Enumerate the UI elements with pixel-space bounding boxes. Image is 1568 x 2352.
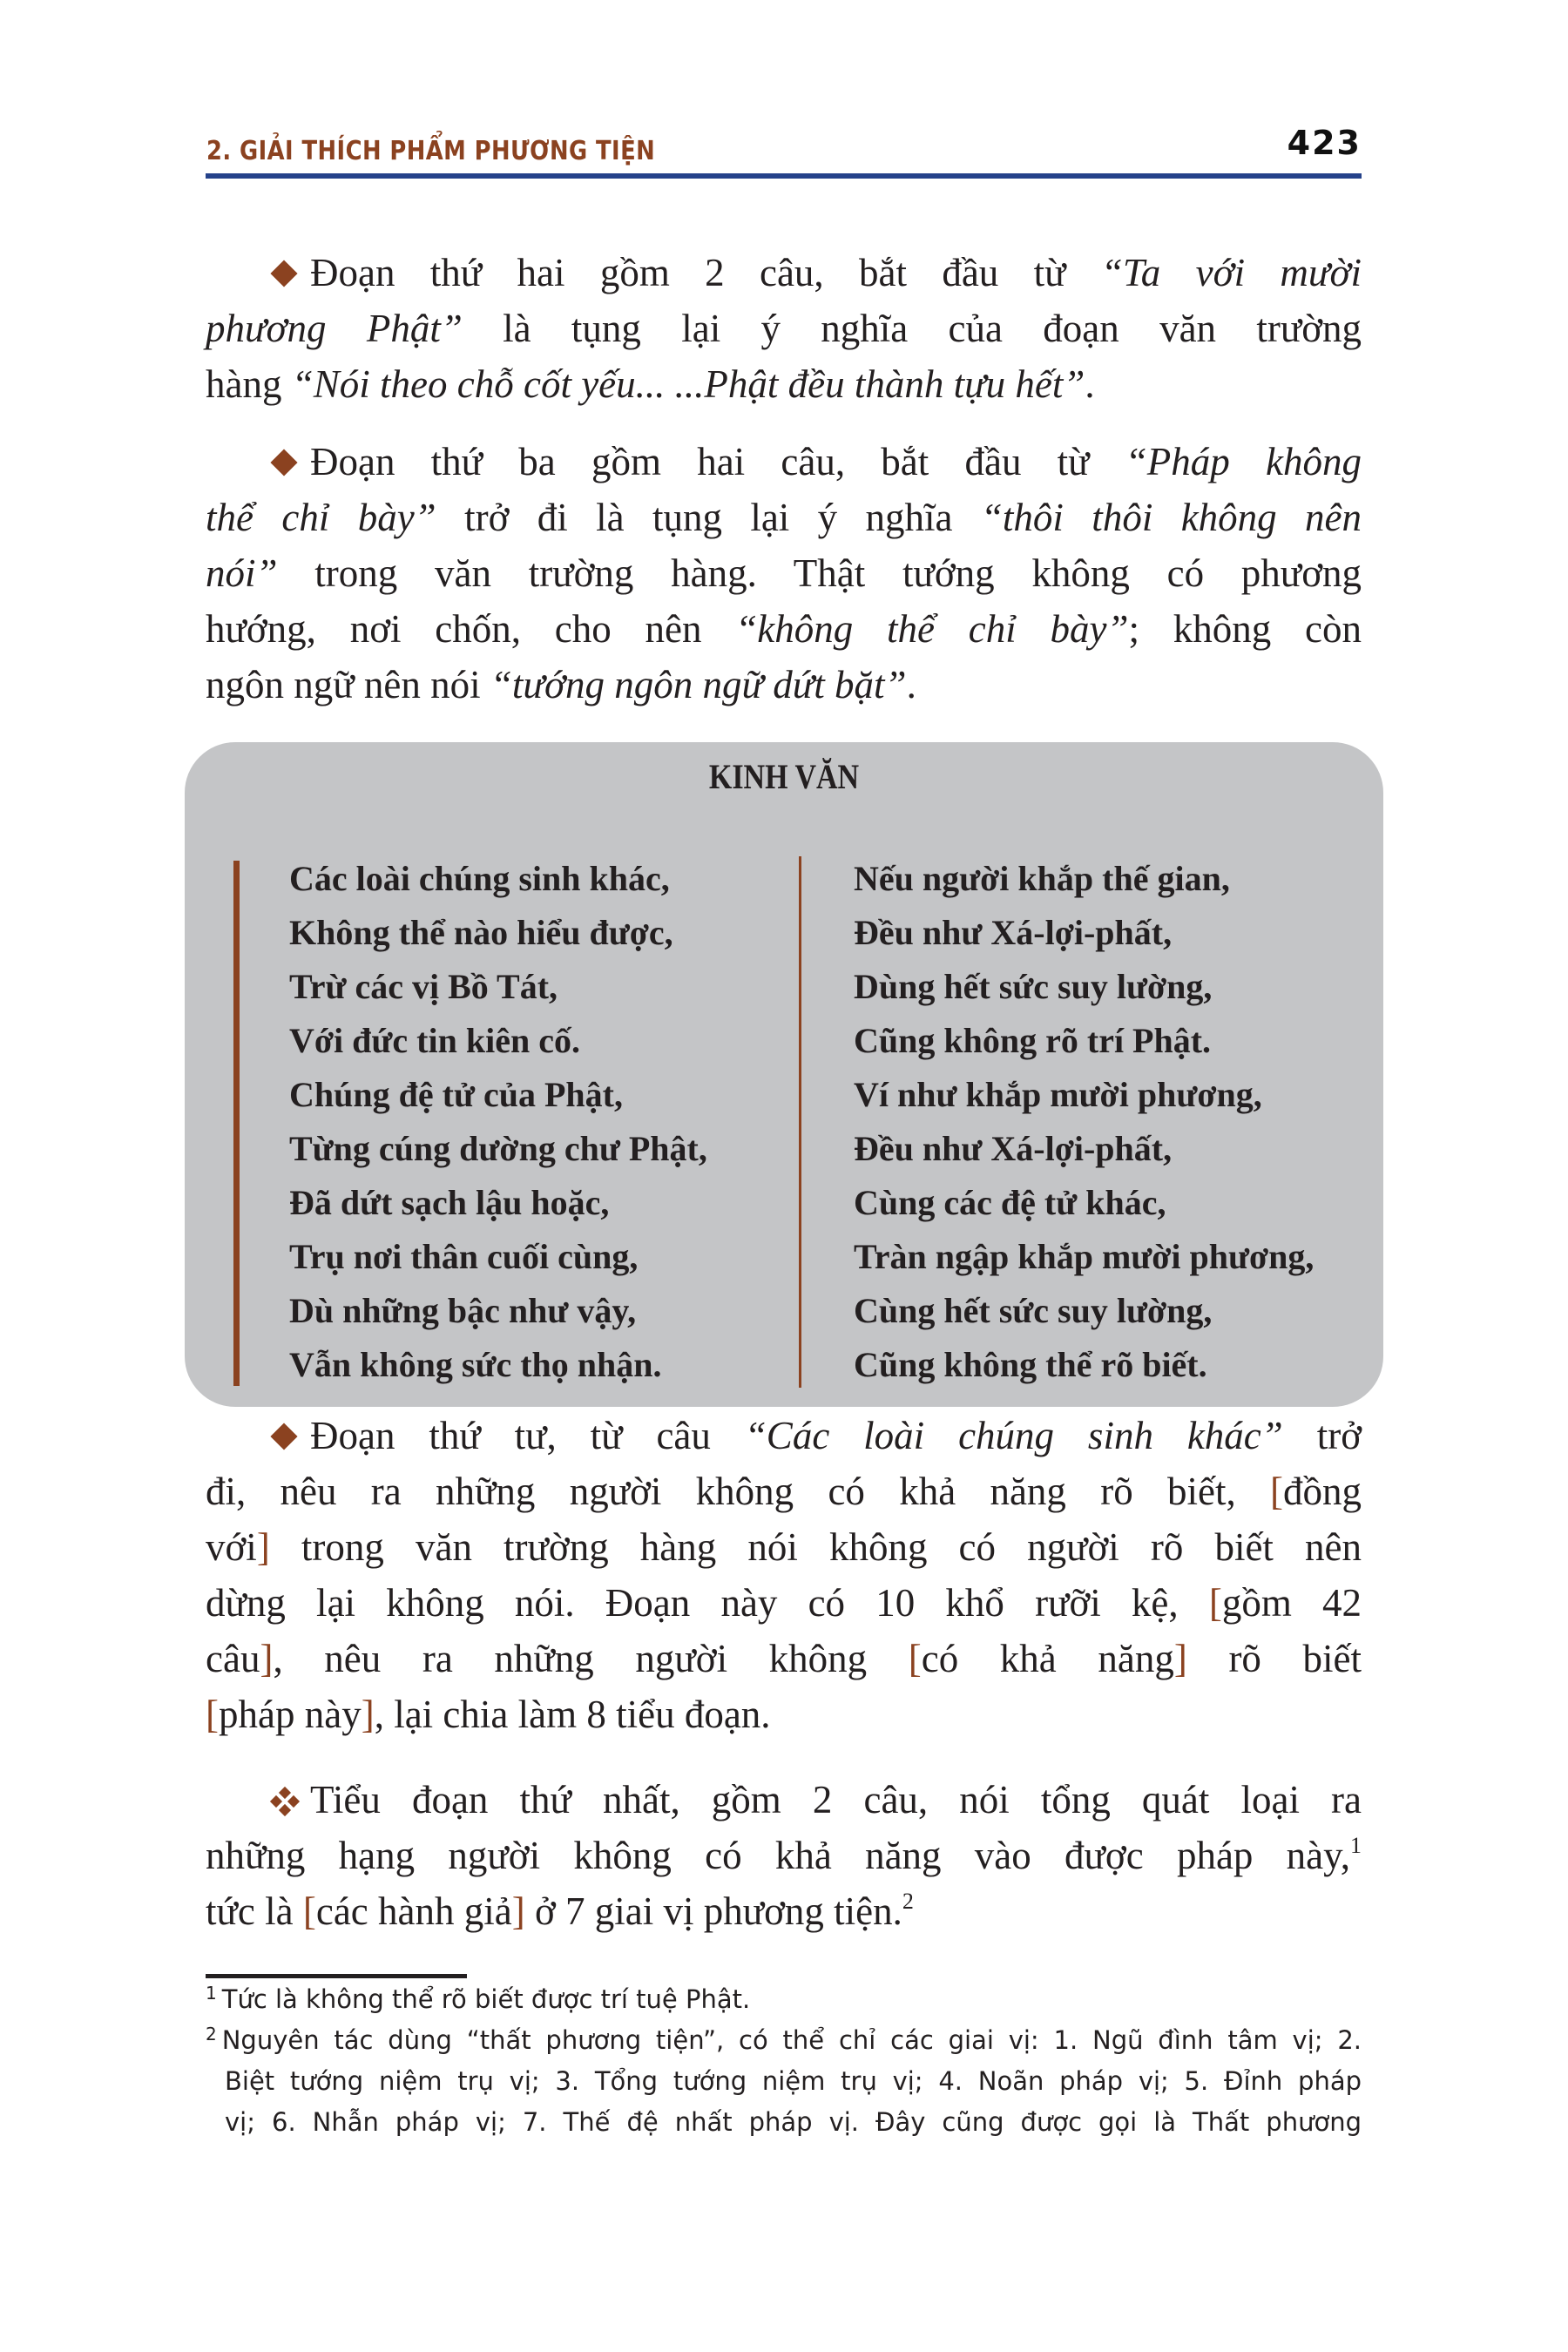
verse-line: Không thể nào hiểu được, xyxy=(289,913,673,952)
text-line xyxy=(206,545,1362,601)
editorial-bracket: ] xyxy=(1173,1637,1187,1680)
diamond-bullet-icon xyxy=(272,261,298,287)
text-run: hàng xyxy=(206,362,292,406)
footnote-text: Nguyên tác dùng “thất phương tiện”, có thể chỉ các giai vị: 1. Ngũ đình tâm vị; 2. xyxy=(221,2025,1362,2055)
text-line xyxy=(206,1408,1362,1463)
text-run: “Ta với mười xyxy=(1100,251,1362,294)
footnote-ref[interactable]: 1 xyxy=(1350,1833,1362,1858)
footnote-ref[interactable]: 2 xyxy=(902,1889,914,1914)
text-run: câu xyxy=(206,1637,260,1680)
editorial-bracket: ] xyxy=(256,1525,270,1569)
paragraph-doan-thu-ba xyxy=(206,434,1362,713)
text-line xyxy=(206,1631,1362,1686)
verse-line: Trừ các vị Bồ Tát, xyxy=(289,967,558,1006)
text-run: các hành giả xyxy=(315,1889,512,1933)
paragraph-doan-thu-tu xyxy=(206,1408,1362,1742)
text-run: là tụng lại ý nghĩa của đoạn văn trường xyxy=(462,307,1362,350)
verse-line: Các loài chúng sinh khác, xyxy=(289,859,670,898)
verse-rule-right xyxy=(799,856,801,1388)
text-line xyxy=(206,1828,1362,1883)
footnote-line xyxy=(206,2020,1362,2061)
verse-line: Cũng không thể rõ biết. xyxy=(854,1345,1207,1384)
text-run: pháp này xyxy=(219,1693,362,1736)
footnote-line xyxy=(206,2102,1362,2143)
verse-line: Cũng không rõ trí Phật. xyxy=(854,1021,1212,1060)
text-run: ; không còn xyxy=(1128,607,1362,651)
verse-line: Đều như Xá-lợi-phất, xyxy=(854,913,1173,952)
verse-line: Nếu người khắp thế gian, xyxy=(854,859,1230,898)
text-run: Tiểu đoạn thứ nhất, gồm 2 câu, nói tổng quát loại ra xyxy=(310,1778,1362,1821)
text-run: thể chỉ bày” xyxy=(206,496,436,539)
text-line xyxy=(206,657,1362,713)
editorial-bracket: [ xyxy=(302,1889,316,1933)
text-run: có khả năng xyxy=(921,1637,1174,1680)
diamond-bullet-icon xyxy=(272,450,298,476)
editorial-bracket: ] xyxy=(511,1889,525,1933)
page-number: 423 xyxy=(1287,124,1362,162)
verse-column-right xyxy=(854,852,1314,1392)
text-run: hướng, nơi chốn, cho nên xyxy=(206,607,736,651)
footnote-mark: 1 xyxy=(206,1983,217,2004)
footnote-rule xyxy=(206,1974,467,1978)
text-run: đi, nêu ra những người không có khả năng rõ biết, xyxy=(206,1470,1270,1513)
editorial-bracket: ] xyxy=(260,1637,274,1680)
footnote-line xyxy=(206,2061,1362,2102)
text-line xyxy=(206,1883,1362,1939)
footnote-text: Biệt tướng niệm trụ vị; 3. Tổng tướng niệm trụ vị; 4. Noãn pháp vị; 5. Đỉnh pháp xyxy=(225,2066,1362,2096)
verse-line: Với đức tin kiên cố. xyxy=(289,1021,580,1060)
footnotes xyxy=(206,1979,1362,2143)
verse-rule-left xyxy=(233,861,240,1386)
text-run: đồng xyxy=(1283,1470,1362,1513)
text-run: tức là xyxy=(206,1889,303,1933)
text-line xyxy=(206,601,1362,657)
verse-line: Đã dứt sạch lậu hoặc, xyxy=(289,1183,610,1222)
text-run: “không thể chỉ bày” xyxy=(735,607,1129,651)
text-run: “tướng ngôn ngữ dứt bặt” xyxy=(490,663,907,706)
verse-line: Dù những bậc như vậy, xyxy=(289,1291,637,1330)
text-run: ở 7 giai vị phương tiện. xyxy=(524,1889,902,1933)
verse-line: Cùng hết sức suy lường, xyxy=(854,1291,1213,1330)
paragraph-doan-thu-hai xyxy=(206,245,1362,412)
text-run: nói” xyxy=(206,551,278,595)
text-run: rõ biết xyxy=(1186,1637,1362,1680)
editorial-bracket: [ xyxy=(1270,1470,1283,1513)
paragraph-tieu-doan-thu-nhat xyxy=(206,1772,1362,1939)
verse-line: Trụ nơi thân cuối cùng, xyxy=(289,1237,639,1276)
text-run: ngôn ngữ nên nói xyxy=(206,663,490,706)
text-run: , nêu ra những người không xyxy=(273,1637,909,1680)
verse-line: Ví như khắp mười phương, xyxy=(854,1075,1262,1114)
footnote-text: Tức là không thể rõ biết được trí tuệ Phật. xyxy=(221,1984,751,2014)
verse-line: Cùng các đệ tử khác, xyxy=(854,1183,1166,1222)
text-run: phương Phật” xyxy=(206,307,463,350)
editorial-bracket: ] xyxy=(361,1693,375,1736)
text-run: “Pháp không xyxy=(1125,440,1362,483)
text-run: “Nói theo chỗ cốt yếu... ...Phật đều thành tựu hết” xyxy=(291,362,1085,406)
text-run: những hạng người không có khả năng vào được pháp này, xyxy=(206,1834,1350,1877)
editorial-bracket: [ xyxy=(206,1693,219,1736)
text-run: “Các loài chúng sinh khác” xyxy=(744,1414,1283,1457)
text-line xyxy=(206,356,1362,412)
text-line xyxy=(206,301,1362,356)
text-run: “thôi thôi không nên xyxy=(980,496,1362,539)
text-run: trở xyxy=(1282,1414,1362,1457)
running-head: 2. GIẢI THÍCH PHẨM PHƯƠNG TIỆN xyxy=(206,136,656,166)
text-line xyxy=(206,1772,1362,1828)
text-run: trong văn trường hàng. Thật tướng không có phương xyxy=(277,551,1362,595)
verse-column-left xyxy=(289,852,707,1392)
text-run: Đoạn thứ ba gồm hai câu, bắt đầu từ xyxy=(310,440,1125,483)
editorial-bracket: [ xyxy=(908,1637,922,1680)
verse-line: Đều như Xá-lợi-phất, xyxy=(854,1129,1173,1168)
text-run: , lại chia làm 8 tiểu đoạn. xyxy=(374,1693,771,1736)
text-line xyxy=(206,245,1362,301)
text-run: Đoạn thứ hai gồm 2 câu, bắt đầu từ xyxy=(310,251,1101,294)
sutra-title: KINH VĂN xyxy=(708,757,860,796)
header-rule xyxy=(206,173,1362,179)
text-line xyxy=(206,1519,1362,1575)
text-line xyxy=(206,1575,1362,1631)
footnote-mark: 2 xyxy=(206,2024,217,2044)
verse-line: Chúng đệ tử của Phật, xyxy=(289,1075,623,1114)
text-line xyxy=(206,1686,1362,1742)
verse-line: Tràn ngập khắp mười phương, xyxy=(854,1237,1315,1276)
text-line xyxy=(206,1463,1362,1519)
four-diamond-bullet-icon xyxy=(272,1788,298,1815)
text-run: dừng lại không nói. Đoạn này có 10 khổ rưỡi kệ, xyxy=(206,1581,1209,1625)
editorial-bracket: [ xyxy=(1208,1581,1222,1625)
verse-line: Từng cúng dường chư Phật, xyxy=(289,1129,707,1168)
text-line xyxy=(206,434,1362,490)
text-line xyxy=(206,490,1362,545)
footnote-line xyxy=(206,1979,1362,2020)
verse-line: Vẫn không sức thọ nhận. xyxy=(289,1345,662,1384)
text-run: . xyxy=(906,663,916,706)
diamond-bullet-icon xyxy=(272,1424,298,1450)
verse-line: Dùng hết sức suy lường, xyxy=(854,967,1213,1006)
footnote-text: vị; 6. Nhẫn pháp vị; 7. Thế đệ nhất pháp vị. Đây cũng được gọi là Thất phương xyxy=(225,2107,1362,2137)
text-run: trở đi là tụng lại ý nghĩa xyxy=(436,496,981,539)
text-run: gồm 42 xyxy=(1221,1581,1362,1625)
text-run: trong văn trường hàng nói không có người rõ biết nên xyxy=(269,1525,1362,1569)
text-run: với xyxy=(206,1525,257,1569)
text-run: . xyxy=(1085,362,1095,406)
text-run: Đoạn thứ tư, từ câu xyxy=(310,1414,745,1457)
